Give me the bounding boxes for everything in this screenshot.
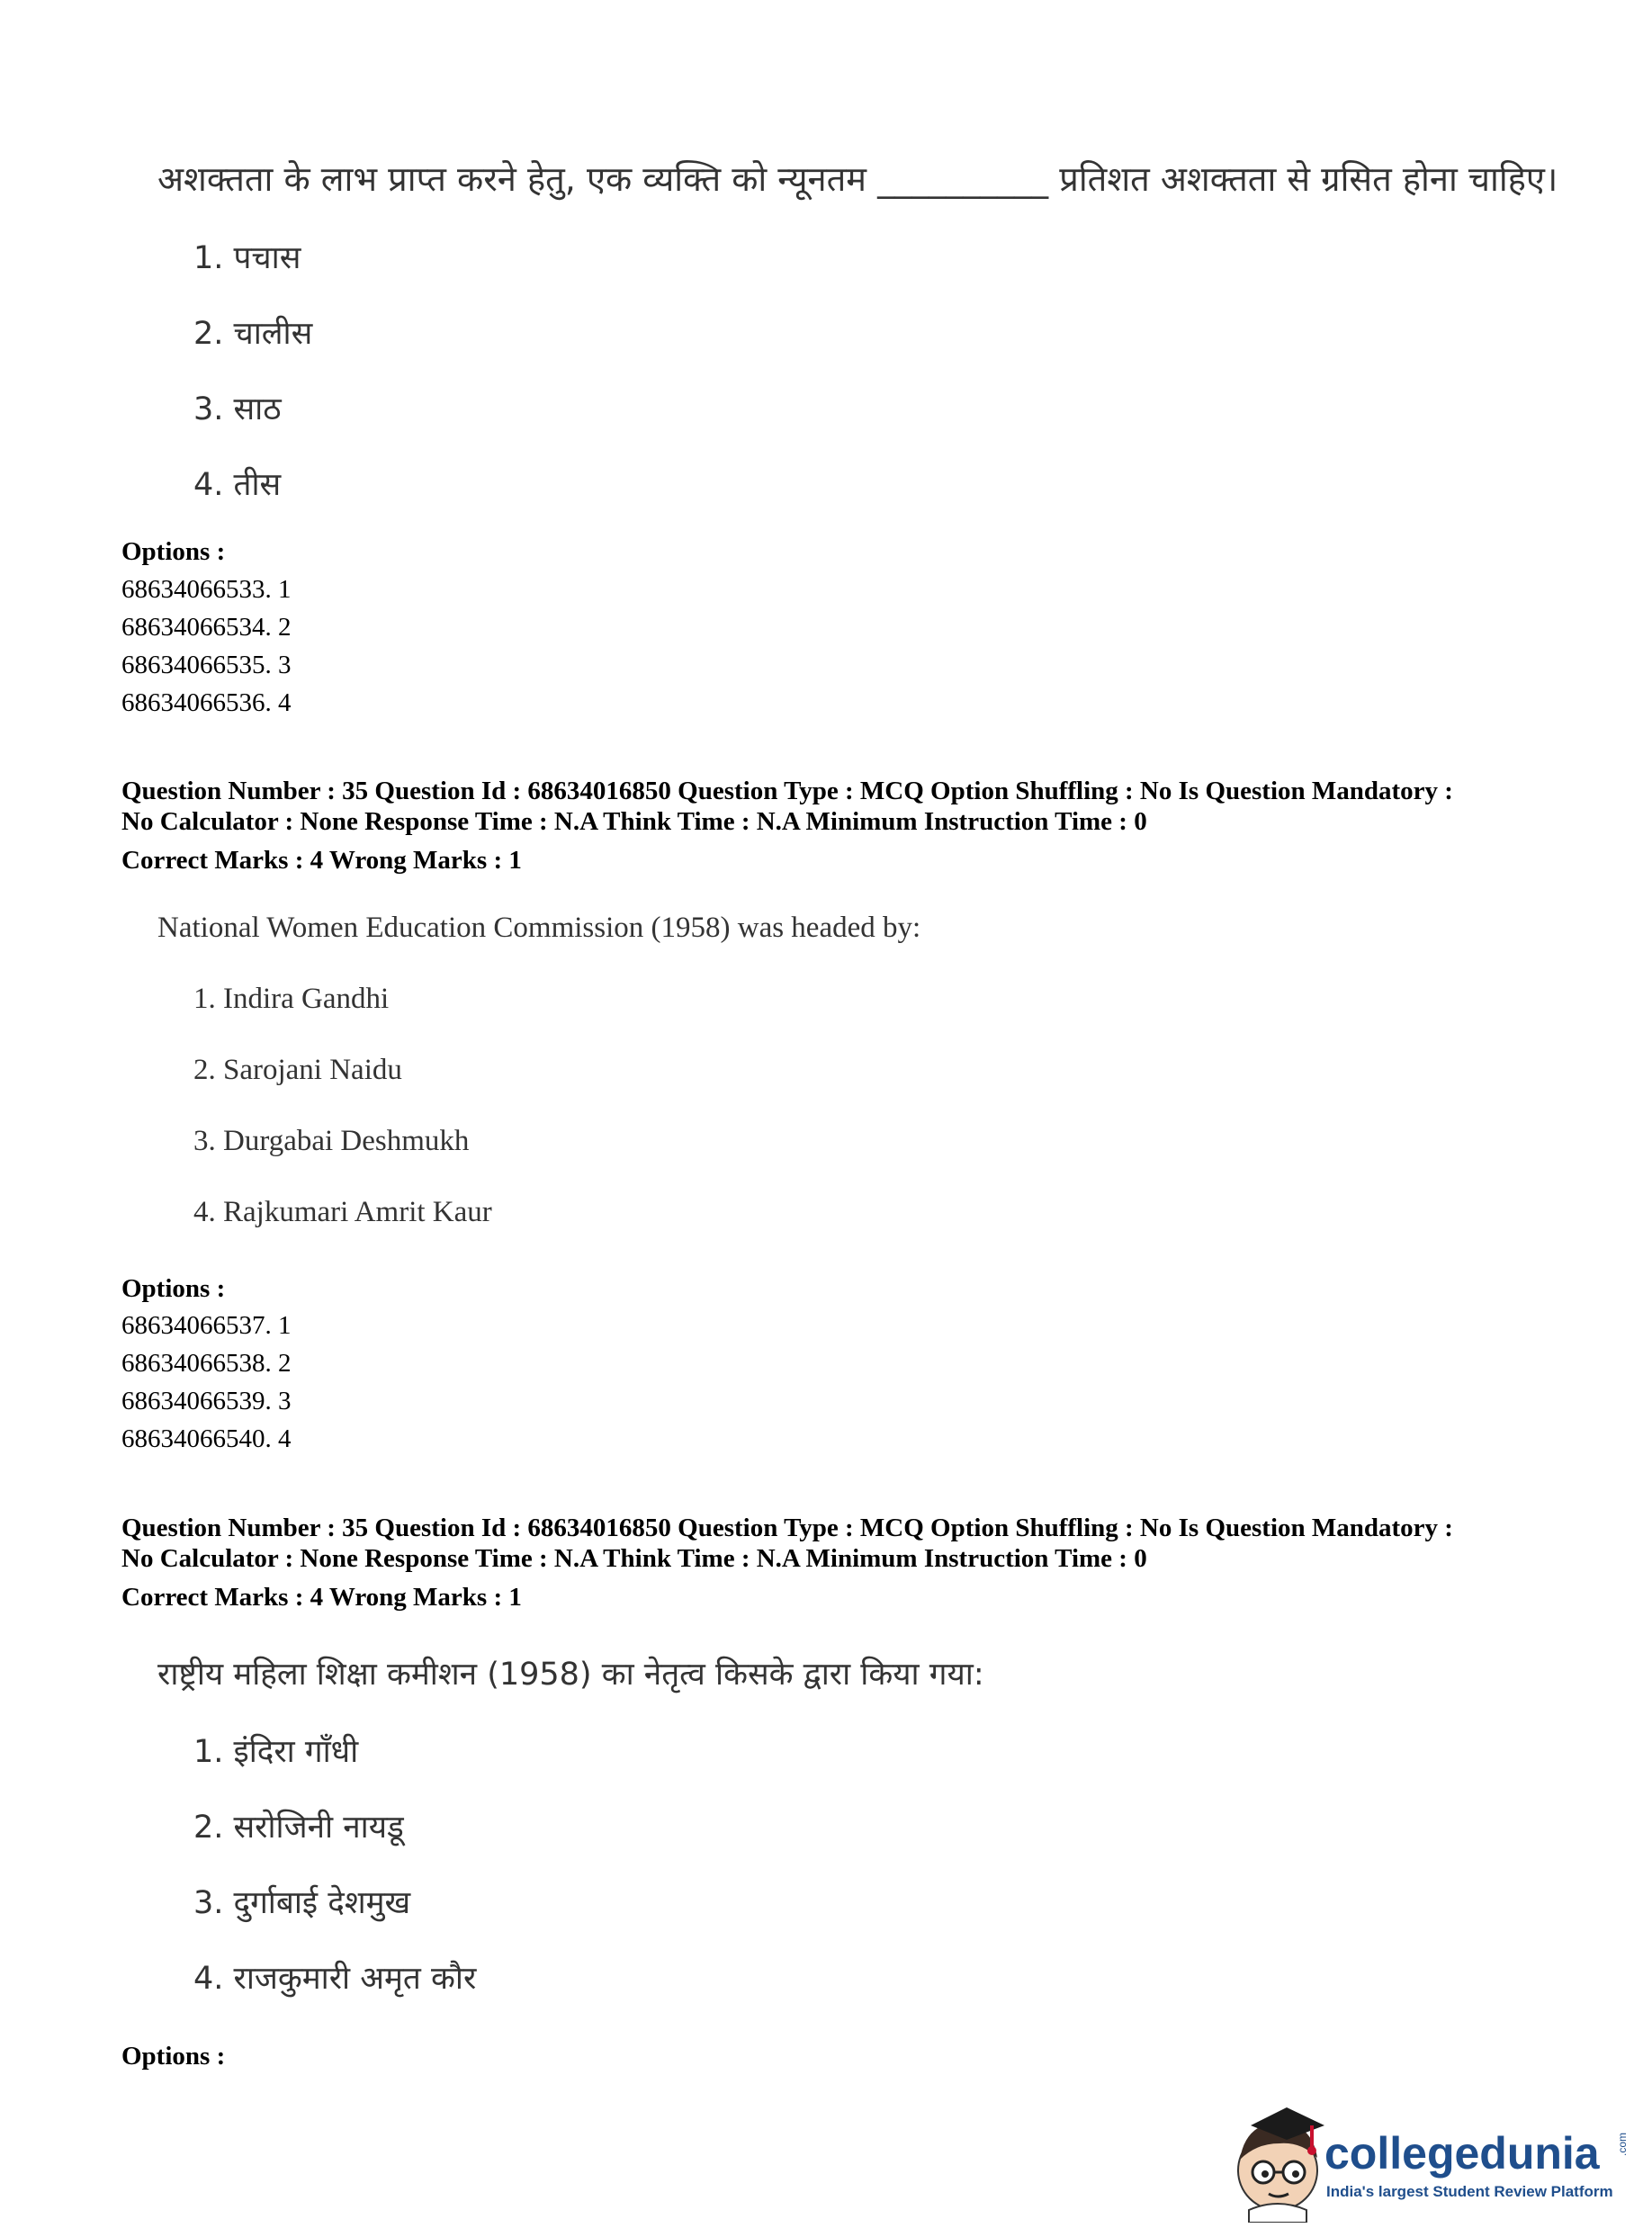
choice-2-4: 4. Rajkumari Amrit Kaur bbox=[193, 1196, 492, 1228]
choice-1-2: 2. चालीस bbox=[193, 316, 313, 352]
choice-1-4: 4. तीस bbox=[193, 467, 282, 503]
question-text-2: National Women Education Commission (1958) was headed by: bbox=[157, 912, 921, 944]
logo-tagline: India's largest Student Review Platform bbox=[1326, 2183, 1613, 2200]
choice-1-1: 1. पचास bbox=[193, 240, 301, 276]
choice-1-3: 3. साठ bbox=[193, 391, 282, 427]
options-label-1: Options : bbox=[121, 537, 226, 566]
option-id-2-2: 68634066538. 2 bbox=[121, 1349, 292, 1378]
collegedunia-logo bbox=[1224, 2097, 1638, 2223]
question-text-1: अशक्तता के लाभ प्राप्त करने हेतु, एक व्यक्ति को न्यूनतम __________ प्रतिशत अशक्तता से ग्रसित होना चाहिए। bbox=[157, 159, 1558, 199]
choice-3-1: 1. इंदिरा गाँधी bbox=[193, 1734, 359, 1770]
choice-3-3: 3. दुर्गाबाई देशमुख bbox=[193, 1885, 411, 1921]
choice-3-4: 4. राजकुमारी अमृत कौर bbox=[193, 1961, 477, 1997]
choice-2-1: 1. Indira Gandhi bbox=[193, 983, 390, 1015]
options-label-3: Options : bbox=[121, 2042, 226, 2071]
option-id-1-3: 68634066535. 3 bbox=[121, 651, 292, 679]
question-header-line1-3: Question Number : 35 Question Id : 68634016850 Question Type : MCQ Option Shuffling : No Is Question Mandatory : bbox=[121, 1514, 1453, 1542]
question-header-line2-2: No Calculator : None Response Time : N.A Think Time : N.A Minimum Instruction Time : 0 bbox=[121, 807, 1147, 836]
choice-2-3: 3. Durgabai Deshmukh bbox=[193, 1125, 470, 1157]
option-id-1-4: 68634066536. 4 bbox=[121, 688, 292, 717]
option-id-1-1: 68634066533. 1 bbox=[121, 575, 292, 604]
question-header-line2-3: No Calculator : None Response Time : N.A Think Time : N.A Minimum Instruction Time : 0 bbox=[121, 1544, 1147, 1573]
marks-3: Correct Marks : 4 Wrong Marks : 1 bbox=[121, 1583, 522, 1612]
options-label-2: Options : bbox=[121, 1274, 226, 1303]
choice-3-2: 2. सरोजिनी नायडू bbox=[193, 1810, 404, 1846]
logo-suffix: .com bbox=[1616, 2132, 1630, 2157]
option-id-2-4: 68634066540. 4 bbox=[121, 1424, 292, 1453]
marks-2: Correct Marks : 4 Wrong Marks : 1 bbox=[121, 846, 522, 875]
logo-brand: collegedunia bbox=[1324, 2128, 1600, 2179]
question-header-line1-2: Question Number : 35 Question Id : 68634016850 Question Type : MCQ Option Shuffling : No Is Question Mandatory : bbox=[121, 777, 1453, 805]
option-id-1-2: 68634066534. 2 bbox=[121, 613, 292, 642]
choice-2-2: 2. Sarojani Naidu bbox=[193, 1054, 402, 1086]
option-id-2-3: 68634066539. 3 bbox=[121, 1387, 292, 1415]
option-id-2-1: 68634066537. 1 bbox=[121, 1311, 292, 1340]
question-text-3: राष्ट्रीय महिला शिक्षा कमीशन (1958) का नेतृत्व किसके द्वारा किया गया: bbox=[157, 1657, 984, 1693]
